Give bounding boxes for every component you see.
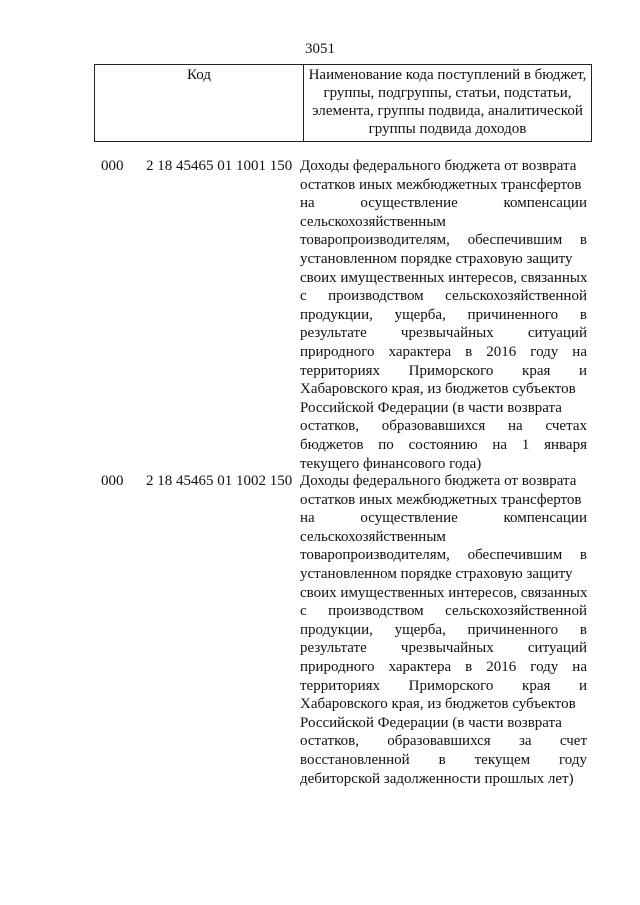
description-line: территориях Приморского края и (300, 677, 587, 694)
header-name-line: группы подвида доходов (368, 121, 527, 137)
description-line: природного характера в 2016 году на (300, 658, 587, 675)
description-line: остатков, образовавшихся за счет (300, 733, 587, 750)
description-line: природного характера в 2016 году на (300, 343, 587, 360)
code-prefix: 000 (101, 158, 124, 174)
description-line: продукции, ущерба, причиненного в (300, 621, 587, 638)
code-description (300, 157, 587, 473)
revenue-code: 2 18 45465 01 1002 150 (146, 473, 293, 489)
description-line: сельскохозяйственным (300, 528, 446, 545)
description-line: остатков иных межбюджетных трансфертов (300, 491, 582, 508)
description-line: Хабаровского края, из бюджетов субъектов (300, 696, 576, 713)
description-line: своих имущественных интересов, связанных (300, 269, 588, 286)
description-line: на осуществление компенсации (300, 195, 587, 212)
description-line: продукции, ущерба, причиненного в (300, 306, 587, 323)
header-name-line: элемента, группы подвида, аналитической (312, 103, 583, 119)
header-table (94, 64, 592, 142)
description-line: остатков иных межбюджетных трансфертов (300, 176, 582, 193)
header-name-cell (304, 65, 592, 142)
header-code-cell: Код (95, 65, 304, 142)
description-line: дебиторской задолженности прошлых лет) (300, 770, 574, 787)
page-number: 3051 (305, 41, 335, 57)
description-line: товаропроизводителям, обеспечившим в (300, 232, 587, 249)
description-line: Хабаровского края, из бюджетов субъектов (300, 381, 576, 398)
header-name-line: группы, подгруппы, статьи, подстатьи, (323, 85, 572, 101)
header-row (95, 65, 592, 142)
description-line: Российской Федерации (в части возврата (300, 399, 562, 416)
code-prefix: 000 (101, 473, 124, 489)
description-line: Доходы федерального бюджета от возврата (300, 473, 577, 489)
description-line: остатков, образовавшихся на счетах (300, 418, 587, 435)
description-line: товаропроизводителям, обеспечившим в (300, 547, 587, 564)
description-line: Доходы федерального бюджета от возврата (300, 158, 577, 174)
description-line: текущего финансового года) (300, 455, 482, 472)
description-line: своих имущественных интересов, связанных (300, 584, 588, 601)
description-line: с производством сельскохозяйственной (300, 603, 587, 620)
code-description (300, 472, 587, 788)
description-line: результате чрезвычайных ситуаций (300, 325, 587, 342)
revenue-code: 2 18 45465 01 1001 150 (146, 158, 293, 174)
description-line: территориях Приморского края и (300, 362, 587, 379)
description-line: результате чрезвычайных ситуаций (300, 640, 587, 657)
description-line: восстановленной в текущем году (300, 751, 587, 768)
description-line: с производством сельскохозяйственной (300, 288, 587, 305)
description-line: на осуществление компенсации (300, 510, 587, 527)
description-line: бюджетов по состоянию на 1 января (300, 436, 587, 453)
description-line: Российской Федерации (в части возврата (300, 714, 562, 731)
description-line: установленном порядке страховую защиту (300, 250, 573, 267)
description-line: сельскохозяйственным (300, 213, 446, 230)
description-line: установленном порядке страховую защиту (300, 565, 573, 582)
header-name-line: Наименование кода поступлений в бюджет, (308, 67, 587, 83)
